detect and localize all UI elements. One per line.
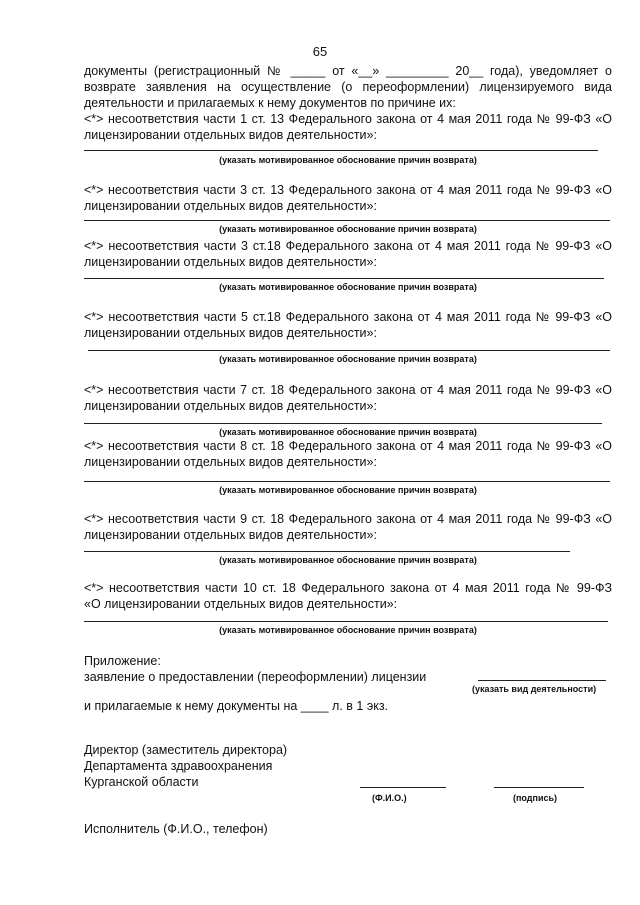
reason-4-line-1: <*> несоответствия части 5 ст.18 Федерального закона от 4 мая 2011 года № 99-ФЗ «О — [84, 310, 612, 324]
reason-2-blank-line[interactable] — [84, 220, 610, 221]
reason-7-blank-line[interactable] — [84, 551, 570, 552]
reason-2-caption: (указать мотивированное обоснование причин возврата) — [219, 224, 477, 234]
reason-8-line-1: <*> несоответствия части 10 ст. 18 Федерального закона от 4 мая 2011 года № 99-ФЗ — [84, 581, 612, 595]
reason-7-line-1: <*> несоответствия части 9 ст. 18 Федерального закона от 4 мая 2011 года № 99-ФЗ «О — [84, 512, 612, 526]
reason-8-caption: (указать мотивированное обоснование причин возврата) — [219, 625, 477, 635]
signatory-line-1: Директор (заместитель директора) — [84, 743, 288, 757]
reason-3-blank-line[interactable] — [84, 278, 604, 279]
reason-2-line-2: лицензировании отдельных видов деятельности»: — [84, 199, 377, 213]
reason-4-caption: (указать мотивированное обоснование причин возврата) — [219, 354, 477, 364]
name-caption: (Ф.И.О.) — [372, 793, 407, 803]
signatory-line-3: Курганской области — [84, 775, 199, 789]
reason-6-line-2: лицензировании отдельных видов деятельности»: — [84, 455, 377, 469]
executor-line: Исполнитель (Ф.И.О., телефон) — [84, 822, 268, 836]
signatory-line-2: Департамента здравоохранения — [84, 759, 273, 773]
reason-3-line-1: <*> несоответствия части 3 ст.18 Федерального закона от 4 мая 2011 года № 99-ФЗ «О — [84, 239, 612, 253]
reason-6-blank-line[interactable] — [84, 481, 610, 482]
appendix-heading: Приложение: — [84, 654, 161, 668]
reason-8-line-2: «О лицензировании отдельных видов деятельности»: — [84, 597, 398, 611]
name-blank-line[interactable] — [360, 787, 446, 788]
activity-caption: (указать вид деятельности) — [472, 684, 597, 694]
reason-8-blank-line[interactable] — [84, 621, 608, 622]
page-number: 65 — [312, 44, 328, 59]
reason-7-caption: (указать мотивированное обоснование причин возврата) — [219, 555, 477, 565]
reason-1-line-2: лицензировании отдельных видов деятельности»: — [84, 128, 377, 142]
reason-1-caption: (указать мотивированное обоснование причин возврата) — [219, 155, 477, 165]
intro-line-3: деятельности и прилагаемых к нему документов по причине их: — [84, 96, 456, 110]
reason-5-blank-line[interactable] — [84, 423, 602, 424]
intro-line-2: возврате заявления на осуществление (о переоформлении) лицензируемого вида — [84, 80, 612, 94]
reason-5-caption: (указать мотивированное обоснование причин возврата) — [219, 427, 477, 437]
reason-5-line-1: <*> несоответствия части 7 ст. 18 Федерального закона от 4 мая 2011 года № 99-ФЗ «О — [84, 383, 612, 397]
reason-4-line-2: лицензировании отдельных видов деятельности»: — [84, 326, 377, 340]
reason-4-blank-line[interactable] — [88, 350, 610, 351]
reason-3-line-2: лицензировании отдельных видов деятельности»: — [84, 255, 377, 269]
activity-blank-line[interactable] — [478, 680, 606, 681]
reason-5-line-2: лицензировании отдельных видов деятельности»: — [84, 399, 377, 413]
signature-caption: (подпись) — [513, 793, 558, 803]
reason-6-caption: (указать мотивированное обоснование причин возврата) — [219, 485, 477, 495]
intro-line-1: документы (регистрационный № _____ от «__» _________ 20__ года), уведомляет о — [84, 64, 612, 78]
reason-6-line-1: <*> несоответствия части 8 ст. 18 Федерального закона от 4 мая 2011 года № 99-ФЗ «О — [84, 439, 612, 453]
reason-3-caption: (указать мотивированное обоснование причин возврата) — [219, 282, 477, 292]
appendix-line-2: и прилагаемые к нему документы на ____ л. в 1 экз. — [84, 699, 389, 713]
reason-2-line-1: <*> несоответствия части 3 ст. 13 Федерального закона от 4 мая 2011 года № 99-ФЗ «О — [84, 183, 612, 197]
reason-1-blank-line[interactable] — [84, 150, 598, 151]
signature-blank-line[interactable] — [494, 787, 584, 788]
appendix-line-1: заявление о предоставлении (переоформлении) лицензии — [84, 670, 427, 684]
reason-7-line-2: лицензировании отдельных видов деятельности»: — [84, 528, 377, 542]
reason-1-line-1: <*> несоответствия части 1 ст. 13 Федерального закона от 4 мая 2011 года № 99-ФЗ «О — [84, 112, 612, 126]
